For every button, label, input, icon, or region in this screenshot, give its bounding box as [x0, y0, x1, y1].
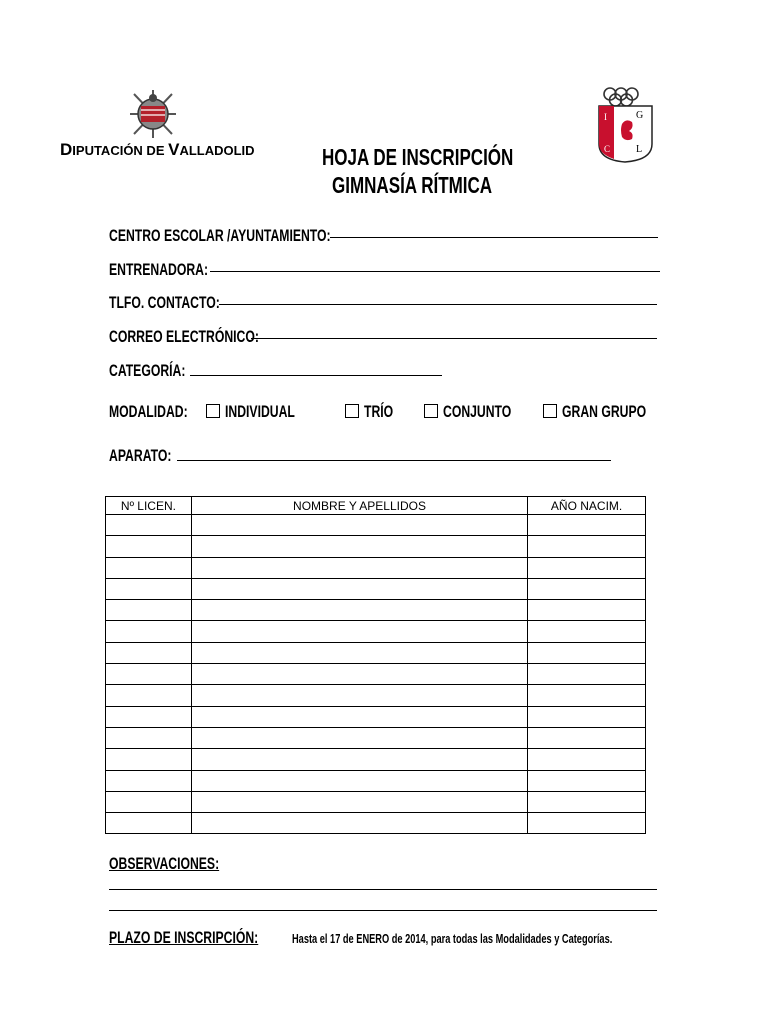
tlfo-field[interactable]	[219, 304, 657, 305]
license-cell[interactable]	[106, 791, 192, 812]
gran-grupo-option-label: GRAN GRUPO	[562, 403, 647, 421]
centro-label: CENTRO ESCOLAR /AYUNTAMIENTO:	[109, 227, 331, 245]
name-cell[interactable]	[191, 600, 527, 621]
license-cell[interactable]	[106, 770, 192, 791]
org-initial-d: D	[60, 140, 73, 159]
conjunto-checkbox[interactable]	[424, 404, 438, 418]
table-row	[106, 664, 646, 685]
shield-letter-2: G	[636, 110, 644, 121]
birth-year-cell[interactable]	[528, 600, 646, 621]
name-cell[interactable]	[191, 685, 527, 706]
birth-year-cell[interactable]	[528, 770, 646, 791]
shield-letter-4: L	[636, 144, 643, 155]
diputacion-emblem	[128, 88, 178, 140]
table-row	[106, 727, 646, 748]
birth-year-cell[interactable]	[528, 557, 646, 578]
license-cell[interactable]	[106, 664, 192, 685]
birth-year-cell[interactable]	[528, 578, 646, 599]
birth-year-cell[interactable]	[528, 642, 646, 663]
gran-grupo-checkbox[interactable]	[543, 404, 557, 418]
birth-year-cell[interactable]	[528, 536, 646, 557]
plazo-text: Hasta el 17 de ENERO de 2014, para todas las Modalidades y Categorías.	[292, 932, 613, 946]
table-row	[106, 749, 646, 770]
table-row	[106, 706, 646, 727]
license-cell[interactable]	[106, 600, 192, 621]
name-cell[interactable]	[191, 621, 527, 642]
org-name-part1: IPUTACIÓN DE	[72, 143, 169, 158]
observaciones-line-1[interactable]	[109, 889, 657, 890]
table-header-row	[106, 497, 646, 515]
birth-year-cell[interactable]	[528, 791, 646, 812]
name-cell[interactable]	[191, 706, 527, 727]
license-cell[interactable]	[106, 536, 192, 557]
table-row	[106, 578, 646, 599]
individual-option-label: INDIVIDUAL	[225, 403, 295, 421]
license-cell[interactable]	[106, 813, 192, 834]
birth-year-cell[interactable]	[528, 727, 646, 748]
conjunto-option-label: CONJUNTO	[443, 403, 512, 421]
license-cell[interactable]	[106, 749, 192, 770]
license-column-header: Nº LICEN.	[106, 497, 192, 515]
birth-year-cell[interactable]	[528, 706, 646, 727]
name-cell[interactable]	[191, 536, 527, 557]
aparato-field[interactable]	[177, 460, 611, 461]
name-cell[interactable]	[191, 813, 527, 834]
birth-year-cell[interactable]	[528, 621, 646, 642]
org-name	[60, 140, 255, 160]
tlfo-label: TLFO. CONTACTO:	[109, 294, 220, 312]
table-row	[106, 685, 646, 706]
license-cell[interactable]	[106, 706, 192, 727]
name-cell[interactable]	[191, 642, 527, 663]
shield-letter-3: C	[604, 144, 611, 154]
license-cell[interactable]	[106, 685, 192, 706]
categoria-label: CATEGORÍA:	[109, 362, 186, 380]
license-cell[interactable]	[106, 578, 192, 599]
individual-checkbox[interactable]	[206, 404, 220, 418]
name-cell[interactable]	[191, 727, 527, 748]
observaciones-line-2[interactable]	[109, 910, 657, 911]
license-cell[interactable]	[106, 642, 192, 663]
birth-year-cell[interactable]	[528, 813, 646, 834]
correo-label: CORREO ELECTRÓNICO:	[109, 328, 259, 346]
name-cell[interactable]	[191, 578, 527, 599]
shield-letter-1: I	[604, 112, 607, 122]
name-cell[interactable]	[191, 770, 527, 791]
registration-table	[105, 496, 646, 834]
table-row	[106, 642, 646, 663]
table-row	[106, 536, 646, 557]
license-cell[interactable]	[106, 515, 192, 536]
table-row	[106, 515, 646, 536]
olympic-rings-icon	[604, 88, 638, 106]
plazo-label: PLAZO DE INSCRIPCIÓN:	[109, 929, 259, 947]
license-cell[interactable]	[106, 621, 192, 642]
table-row	[106, 600, 646, 621]
centro-field[interactable]	[330, 237, 658, 238]
table-row	[106, 621, 646, 642]
aparato-label: APARATO:	[109, 447, 172, 465]
title-line-1: HOJA DE INSCRIPCIÓN	[322, 144, 514, 170]
categoria-field[interactable]	[190, 375, 442, 376]
birth-year-column-header: AÑO NACIM.	[528, 497, 646, 515]
table-row	[106, 813, 646, 834]
table-row	[106, 557, 646, 578]
modalidad-label: MODALIDAD:	[109, 403, 188, 421]
observaciones-label: OBSERVACIONES:	[109, 855, 220, 873]
license-cell[interactable]	[106, 727, 192, 748]
trio-checkbox[interactable]	[345, 404, 359, 418]
federation-shield-logo	[594, 84, 656, 164]
name-cell[interactable]	[191, 791, 527, 812]
birth-year-cell[interactable]	[528, 515, 646, 536]
correo-field[interactable]	[251, 338, 657, 339]
title-line-2: GIMNASÍA RÍTMICA	[332, 172, 493, 198]
birth-year-cell[interactable]	[528, 664, 646, 685]
birth-year-cell[interactable]	[528, 749, 646, 770]
name-cell[interactable]	[191, 749, 527, 770]
table-row	[106, 791, 646, 812]
birth-year-cell[interactable]	[528, 685, 646, 706]
name-column-header: NOMBRE Y APELLIDOS	[191, 497, 527, 515]
name-cell[interactable]	[191, 557, 527, 578]
trio-option-label: TRÍO	[364, 403, 394, 421]
entrenadora-label: ENTRENADORA:	[109, 261, 209, 279]
name-cell[interactable]	[191, 664, 527, 685]
org-name-part2: ALLADOLID	[179, 143, 255, 158]
table-row	[106, 770, 646, 791]
org-initial-v: V	[168, 140, 180, 159]
name-cell[interactable]	[191, 515, 527, 536]
license-cell[interactable]	[106, 557, 192, 578]
entrenadora-field[interactable]	[210, 271, 660, 272]
